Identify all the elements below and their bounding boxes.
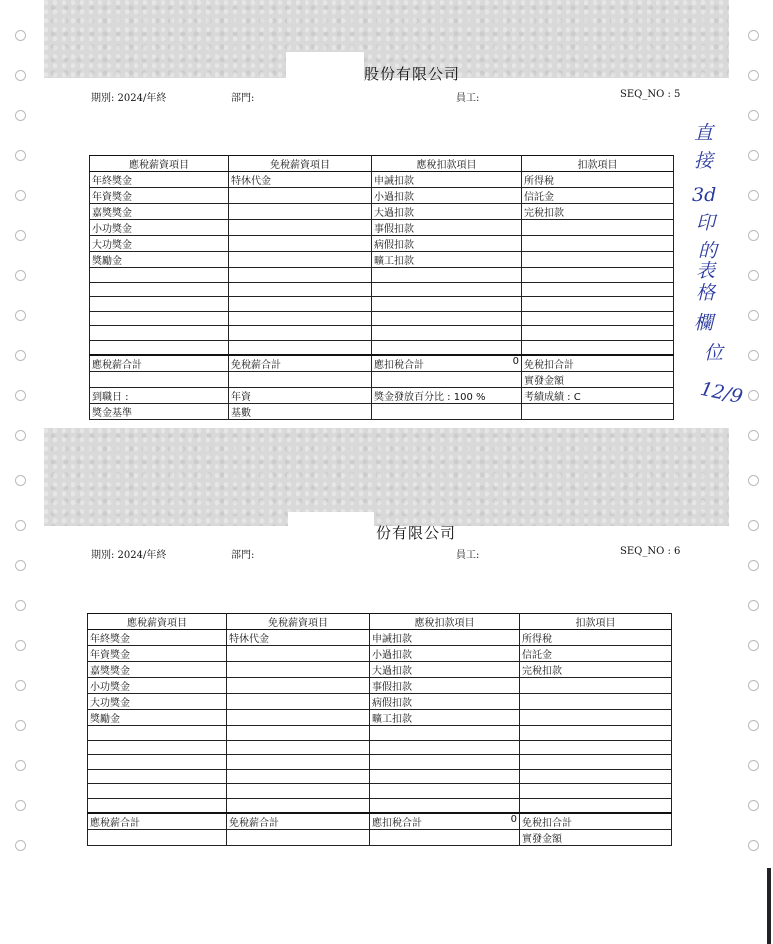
left-perforation <box>0 0 40 944</box>
header-tax-free-pay: 免稅薪資項目 <box>227 614 370 630</box>
table-row <box>88 630 672 646</box>
department-label: 部門: <box>231 550 255 561</box>
table-row <box>88 784 672 799</box>
period-label: 期別: 2024/年終 <box>91 550 167 561</box>
cell <box>227 678 370 694</box>
table-row <box>88 740 672 755</box>
payroll-table-1 <box>89 155 674 420</box>
cell <box>227 694 370 710</box>
table-header-row <box>90 156 674 172</box>
cell <box>520 694 672 710</box>
cell <box>227 646 370 662</box>
cell: 獎勵金 <box>88 710 227 726</box>
cell: 年資獎金 <box>90 188 229 204</box>
cell: 年資獎金 <box>88 646 227 662</box>
tax-free-deduction-total-label: 免稅扣合計 <box>520 813 672 830</box>
cell: 病假扣款 <box>372 236 522 252</box>
table-row <box>88 694 672 710</box>
taxable-total-label: 應稅薪合計 <box>88 813 227 830</box>
table-row <box>88 755 672 770</box>
cell: 特休代金 <box>229 172 372 188</box>
table-row <box>88 798 672 813</box>
tax-free-total-label: 免稅薪合計 <box>229 355 372 372</box>
cell: 獎勵金 <box>90 252 229 268</box>
tax-deduction-total-value: 0 <box>512 356 519 367</box>
tax-free-total-label: 免稅薪合計 <box>227 813 370 830</box>
handwritten-char: 印 <box>696 212 716 234</box>
header-taxable-pay: 應稅薪資項目 <box>90 156 229 172</box>
seq-number: SEQ_NO : 6 <box>620 546 681 557</box>
handwritten-char: 表 <box>696 260 716 282</box>
header-deduction: 扣款項目 <box>522 156 674 172</box>
cell: 信託金 <box>522 188 674 204</box>
bonus-base-label: 獎金基準 <box>90 404 229 420</box>
middle-gray-band <box>44 428 729 526</box>
cell: 嘉獎獎金 <box>90 204 229 220</box>
handwritten-char: 接 <box>694 150 714 172</box>
seq-number: SEQ_NO : 5 <box>620 89 681 100</box>
cell: 大過扣款 <box>372 204 522 220</box>
cell <box>229 252 372 268</box>
handwritten-char: 直 <box>694 122 714 144</box>
cell: 完稅扣款 <box>520 662 672 678</box>
cell <box>522 252 674 268</box>
summary-row <box>90 355 674 372</box>
table-row <box>90 326 674 341</box>
employee-label: 員工: <box>456 550 480 561</box>
handwritten-char: 格 <box>696 282 716 304</box>
cell <box>520 710 672 726</box>
cell: 申誡扣款 <box>372 172 522 188</box>
table-row <box>90 252 674 268</box>
table-row <box>90 220 674 236</box>
cell: 嘉獎獎金 <box>88 662 227 678</box>
table-row <box>88 726 672 741</box>
tax-deduction-total <box>370 813 520 830</box>
cell: 小功獎金 <box>90 220 229 236</box>
hire-date-label: 到職日 : <box>90 388 229 404</box>
cell: 小過扣款 <box>370 646 520 662</box>
cell: 病假扣款 <box>370 694 520 710</box>
cell: 所得稅 <box>522 172 674 188</box>
department-label: 部門: <box>231 93 255 104</box>
tax-free-deduction-total-label: 免稅扣合計 <box>522 355 674 372</box>
table-row <box>90 404 674 420</box>
net-pay-label: 實發金額 <box>522 372 674 388</box>
table-row <box>88 769 672 784</box>
table-row <box>90 297 674 312</box>
cell: 年終獎金 <box>90 172 229 188</box>
cell <box>520 678 672 694</box>
cell: 曠工扣款 <box>372 252 522 268</box>
redacted-company-name-2 <box>288 512 374 542</box>
header-taxable-deduction: 應稅扣款項目 <box>370 614 520 630</box>
cell <box>522 236 674 252</box>
company-title: 股份有限公司 <box>364 65 461 83</box>
taxable-total-label: 應稅薪合計 <box>90 355 229 372</box>
cell <box>229 188 372 204</box>
cell: 曠工扣款 <box>370 710 520 726</box>
handwritten-char: 的 <box>698 240 718 262</box>
handwritten-char: 欄 <box>694 312 714 334</box>
cell <box>229 236 372 252</box>
bonus-percentage: 獎金發放百分比 : 100 % <box>372 388 522 404</box>
cell: 大過扣款 <box>370 662 520 678</box>
cell <box>227 662 370 678</box>
cell: 年終獎金 <box>88 630 227 646</box>
table-row <box>90 204 674 220</box>
cell <box>227 710 370 726</box>
header-tax-free-pay: 免稅薪資項目 <box>229 156 372 172</box>
cell: 大功獎金 <box>90 236 229 252</box>
cell <box>229 204 372 220</box>
scanner-edge-mark <box>767 868 771 944</box>
company-title: 份有限公司 <box>376 524 457 542</box>
seniority-label: 年資 <box>229 388 372 404</box>
performance-rating: 考績成績 : C <box>522 388 674 404</box>
header-taxable-pay: 應稅薪資項目 <box>88 614 227 630</box>
payroll-table-2 <box>87 613 672 846</box>
table-row <box>90 372 674 388</box>
base-count-label: 基數 <box>229 404 372 420</box>
tax-deduction-total <box>372 355 522 372</box>
table-row <box>88 678 672 694</box>
net-pay-label: 實發金額 <box>520 830 672 846</box>
table-row <box>90 188 674 204</box>
cell: 大功獎金 <box>88 694 227 710</box>
cell: 特休代金 <box>227 630 370 646</box>
table-row <box>90 268 674 283</box>
period-label: 期別: 2024/年終 <box>91 93 167 104</box>
table-row <box>88 710 672 726</box>
table-row <box>90 311 674 326</box>
cell: 所得稅 <box>520 630 672 646</box>
cell: 申誡扣款 <box>370 630 520 646</box>
redacted-company-name <box>286 52 364 82</box>
cell: 事假扣款 <box>370 678 520 694</box>
cell: 完稅扣款 <box>522 204 674 220</box>
header-taxable-deduction: 應稅扣款項目 <box>372 156 522 172</box>
header-deduction: 扣款項目 <box>520 614 672 630</box>
table-row <box>88 646 672 662</box>
right-perforation <box>733 0 773 944</box>
handwritten-date: 12/9 <box>698 377 745 409</box>
cell: 小功獎金 <box>88 678 227 694</box>
table-row <box>90 282 674 297</box>
cell: 事假扣款 <box>372 220 522 236</box>
table-row <box>90 172 674 188</box>
tax-deduction-total-label: 應扣稅合計 <box>374 360 424 371</box>
cell: 小過扣款 <box>372 188 522 204</box>
handwritten-char: 位 <box>704 342 724 364</box>
employee-label: 員工: <box>456 93 480 104</box>
handwritten-char: 3d <box>692 184 717 206</box>
table-row <box>88 830 672 846</box>
tax-deduction-total-value: 0 <box>510 814 517 825</box>
tax-deduction-total-label: 應扣稅合計 <box>372 818 422 829</box>
cell <box>522 220 674 236</box>
cell: 信託金 <box>520 646 672 662</box>
table-row <box>90 388 674 404</box>
summary-row <box>88 813 672 830</box>
cell <box>229 220 372 236</box>
table-row <box>88 662 672 678</box>
table-row <box>90 340 674 355</box>
table-row <box>90 236 674 252</box>
table-header-row <box>88 614 672 630</box>
